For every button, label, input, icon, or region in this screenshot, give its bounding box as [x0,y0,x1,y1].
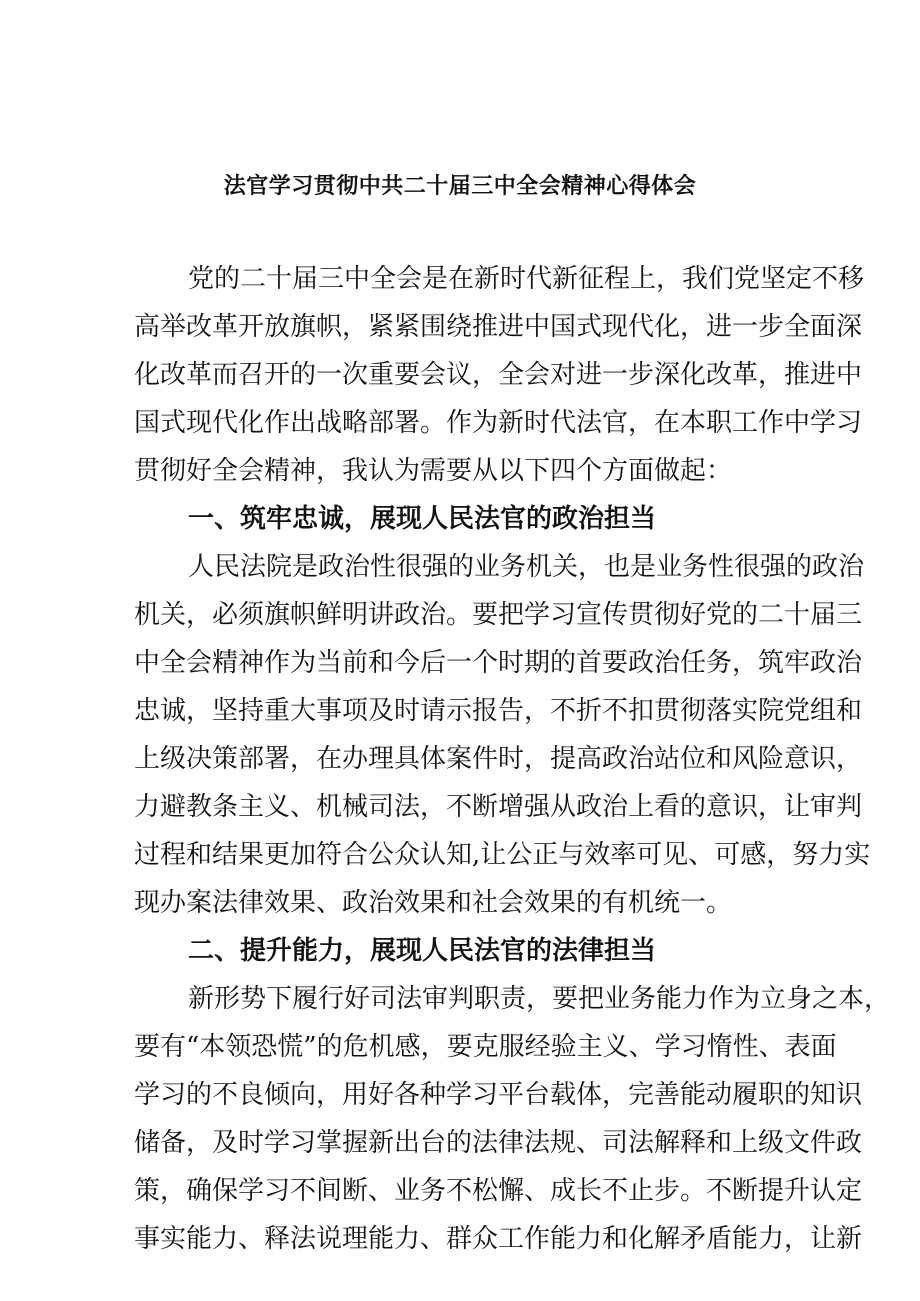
paragraph-section2-line: 新形势下履行好司法审判职责，要把业务能力作为立身之本， [188,984,891,1014]
paragraph-section1-line: 人民法院是政治性很强的业务机关，也是业务性很强的政治 [188,552,865,582]
paragraph-intro-line: 化改革而召开的一次重要会议，全会对进一步深化改革，推进中 [134,360,863,390]
document-body [134,255,891,1263]
paragraph-section1-line: 忠诚，坚持重大事项及时请示报告，不折不扣贯彻落实院党组和 [134,696,863,726]
document-title: 法官学习贯彻中共二十届三中全会精神心得体会 [223,173,697,199]
paragraph-intro-line: 国式现代化作出战略部署。作为新时代法官，在本职工作中学习 [134,408,863,438]
paragraph-section1-line: 现办案法律效果、政治效果和社会效果的有机统一。 [134,888,733,918]
paragraph-section2-line: 事实能力、释法说理能力、群众工作能力和化解矛盾能力，让新 [134,1224,863,1254]
section-heading-1: 一、筑牢忠诚，展现人民法官的政治担当 [188,504,657,534]
paragraph-intro-line: 党的二十届三中全会是在新时代新征程上，我们党坚定不移 [188,264,865,294]
paragraph-section2-line: 学习的不良倾向，用好各种学习平台载体，完善能动履职的知识 [134,1080,863,1110]
paragraph-intro-line: 贯彻好全会精神，我认为需要从以下四个方面做起： [134,456,733,486]
paragraph-section1-line: 机关，必须旗帜鲜明讲政治。要把学习宣传贯彻好党的二十届三 [134,600,863,630]
section-heading-2: 二、提升能力，展现人民法官的法律担当 [188,936,657,966]
paragraph-section2-line: 要有“本领恐慌”的危机感，要克服经验主义、学习惰性、表面 [134,1032,837,1062]
paragraph-intro-line: 高举改革开放旗帜，紧紧围绕推进中国式现代化，进一步全面深 [134,312,863,342]
paragraph-section1-line: 力避教条主义、机械司法，不断增强从政治上看的意识，让审判 [134,792,863,822]
paragraph-section2-line: 储备，及时学习掌握新出台的法律法规、司法解释和上级文件政 [134,1128,863,1158]
paragraph-section1-line: 中全会精神作为当前和今后一个时期的首要政治任务，筑牢政治 [134,648,863,678]
paragraph-section1-line: 过程和结果更加符合公众认知,让公正与效率可见、可感，努力实 [134,840,871,870]
paragraph-section1-line: 上级决策部署，在办理具体案件时，提高政治站位和风险意识， [134,744,863,774]
paragraph-section2-line: 策，确保学习不间断、业务不松懈、成长不止步。不断提升认定 [134,1176,863,1206]
